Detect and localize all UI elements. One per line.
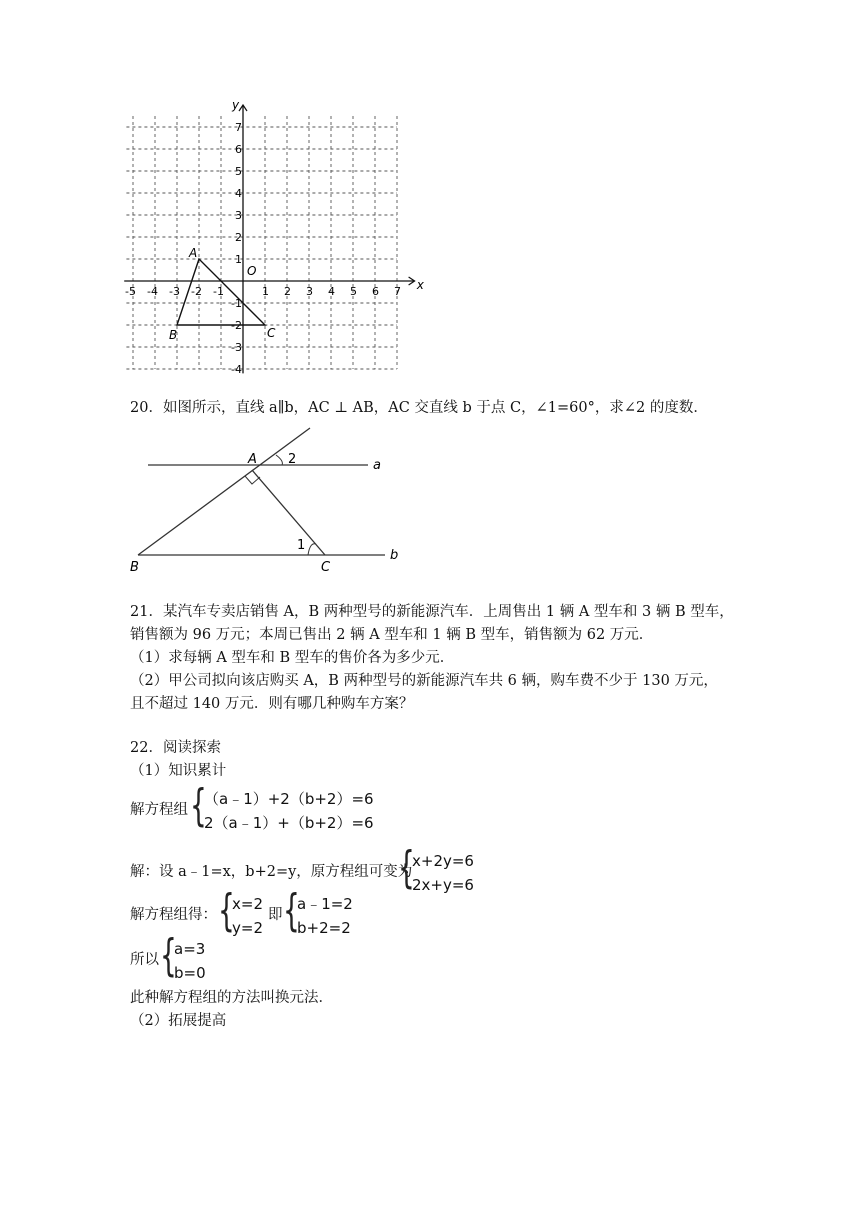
system-5-eq-1: a=3 xyxy=(174,940,206,958)
x-tick-label: 1 xyxy=(262,285,269,298)
label-point-a: A xyxy=(248,452,257,467)
parallel-lines-figure xyxy=(120,425,420,575)
x-tick-label: 4 xyxy=(328,285,335,298)
x-tick-label: -1 xyxy=(213,285,224,298)
point-b-label: B xyxy=(169,328,178,342)
x-tick-label: -5 xyxy=(125,285,136,298)
system-3-eq-1: x=2 xyxy=(232,895,263,913)
x-tick-label: -3 xyxy=(169,285,180,298)
y-tick-label: 3 xyxy=(235,209,242,222)
grid-lines xyxy=(126,116,397,369)
x-tick-label: 2 xyxy=(284,285,291,298)
y-tick-label: -3 xyxy=(231,341,242,354)
system-5 xyxy=(160,930,220,984)
q22-title: 22．阅读探索 xyxy=(130,740,221,756)
y-tick-label: -1 xyxy=(231,297,242,310)
y-tick-label: 2 xyxy=(235,231,242,244)
q22-sub1: （1）知识累计 xyxy=(130,763,227,779)
line-ab xyxy=(138,428,310,555)
x-tick-label: -2 xyxy=(191,285,202,298)
tick-labels xyxy=(125,121,401,376)
y-tick-label: 4 xyxy=(235,187,242,200)
label-line-b: b xyxy=(390,548,399,563)
q21-line-4: （2）甲公司拟向该店购买 A，B 两种型号的新能源汽车共 6 辆，购车费不少于 130 万元， xyxy=(130,673,718,689)
y-tick-label: 1 xyxy=(235,253,242,266)
label-line-a: a xyxy=(373,458,381,473)
so-prefix: 所以 xyxy=(130,952,159,968)
q20-text: 20．如图所示，直线 a∥b，AC ⊥ AB，AC 交直线 b 于点 C，∠1=60°，求∠2 的度数． xyxy=(130,400,708,416)
system-4-eq-1: a﹣1=2 xyxy=(297,895,353,913)
q21-line-3: （1）求每辆 A 型车和 B 型车的售价各为多少元． xyxy=(130,650,455,666)
y-axis-label: y xyxy=(232,98,240,112)
point-a-label: A xyxy=(189,246,198,260)
y-tick-label: 6 xyxy=(235,143,242,156)
label-point-c: C xyxy=(321,560,331,575)
brace-icon: { xyxy=(190,780,207,831)
system-3-eq-2: y=2 xyxy=(232,919,263,937)
x-tick-label: 3 xyxy=(306,285,313,298)
brace-icon: { xyxy=(160,930,177,981)
origin-label: O xyxy=(247,264,257,278)
system-4-eq-2: b+2=2 xyxy=(297,919,351,937)
system-1-eq-2: 2（a﹣1）+（b+2）=6 xyxy=(204,814,374,832)
ji-label: 即 xyxy=(268,907,283,923)
x-axis-label: x xyxy=(416,278,424,292)
system-5-eq-2: b=0 xyxy=(174,964,206,982)
x-tick-label: 5 xyxy=(350,285,357,298)
brace-icon: { xyxy=(398,842,415,893)
system-2-eq-2: 2x+y=6 xyxy=(412,876,474,894)
angle-2-arc xyxy=(276,455,282,465)
solve-prefix: 解方程组 xyxy=(130,802,188,818)
angle-1-arc xyxy=(308,544,316,555)
point-c-label: C xyxy=(267,326,276,340)
x-tick-label: -4 xyxy=(147,285,158,298)
y-tick-label: 7 xyxy=(235,121,242,134)
brace-icon: { xyxy=(283,885,300,936)
system-1 xyxy=(190,780,390,834)
q22-sub2: （2）拓展提高 xyxy=(130,1013,227,1029)
y-tick-label: -4 xyxy=(231,363,242,376)
line-ac xyxy=(252,470,325,555)
x-tick-label: 7 xyxy=(394,285,401,298)
q21-line-5: 且不超过 140 万元．则有哪几种购车方案？ xyxy=(130,696,414,712)
coordinate-grid-figure xyxy=(120,96,430,376)
got-prefix: 解方程组得： xyxy=(130,907,217,923)
system-2 xyxy=(398,842,488,896)
method-text: 此种解方程组的方法叫换元法． xyxy=(130,990,333,1006)
system-4 xyxy=(283,885,363,939)
system-1-eq-1: （a﹣1）+2（b+2）=6 xyxy=(204,790,374,808)
label-angle-2: 2 xyxy=(288,452,297,467)
solution-prefix: 解：设 a﹣1=x，b+2=y，原方程组可变为 xyxy=(130,864,413,880)
y-tick-label: -2 xyxy=(231,319,242,332)
label-point-b: B xyxy=(130,560,139,575)
q21-line-2: 销售额为 96 万元；本周已售出 2 辆 A 型车和 1 辆 B 型车，销售额为 62 万元． xyxy=(130,627,654,643)
label-angle-1: 1 xyxy=(297,538,306,553)
q21-line-1: 21．某汽车专卖店销售 A，B 两种型号的新能源汽车．上周售出 1 辆 A 型车和 3 辆 B 型车， xyxy=(130,604,734,620)
x-tick-label: 6 xyxy=(372,285,379,298)
system-2-eq-1: x+2y=6 xyxy=(412,852,474,870)
brace-icon: { xyxy=(218,885,235,936)
y-tick-label: 5 xyxy=(235,165,242,178)
